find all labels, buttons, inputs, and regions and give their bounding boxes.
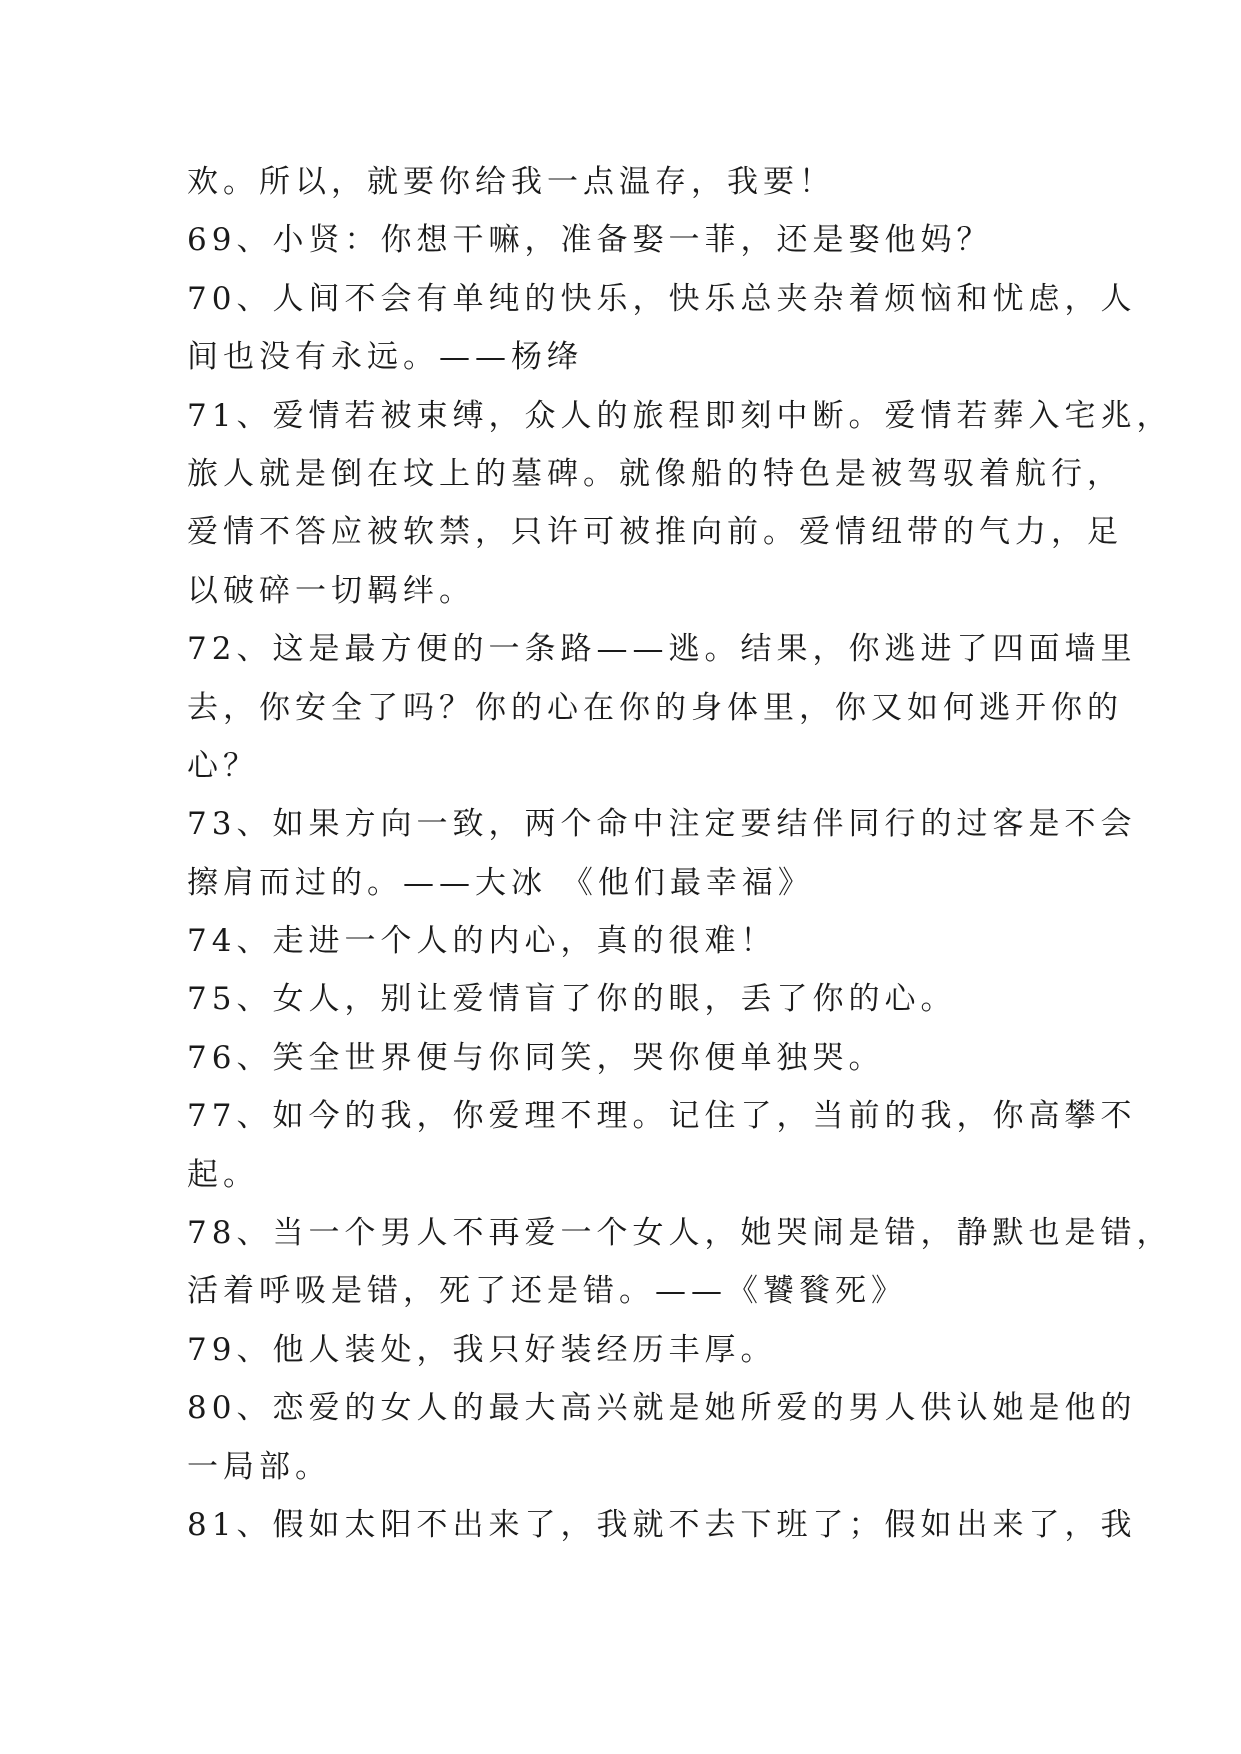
text-line: 旅人就是倒在坟上的墓碑。就像船的特色是被驾驭着航行，	[187, 455, 1123, 492]
text-line: 间也没有永远。——杨绛	[187, 339, 583, 376]
text-line: 70、人间不会有单纯的快乐，快乐总夹杂着烦恼和忧虑，人	[187, 280, 1137, 317]
text-line: 79、他人装处，我只好装经历丰厚。	[187, 1331, 777, 1368]
text-line: 活着呼吸是错，死了还是错。——《饕餮死》	[187, 1273, 907, 1310]
text-line: 以破碎一切羁绊。	[187, 572, 475, 609]
text-line: 81、假如太阳不出来了，我就不去下班了；假如出来了，我	[187, 1506, 1137, 1543]
text-line: 爱情不答应被软禁，只许可被推向前。爱情纽带的气力，足	[187, 514, 1123, 551]
text-line: 去，你安全了吗？你的心在你的身体里，你又如何逃开你的	[187, 689, 1123, 726]
text-line: 80、恋爱的女人的最大高兴就是她所爱的男人供认她是他的	[187, 1390, 1137, 1427]
text-line: 77、如今的我，你爱理不理。记住了，当前的我，你高攀不	[187, 1098, 1137, 1135]
text-line: 78、当一个男人不再爱一个女人，她哭闹是错，静默也是错，	[187, 1215, 1173, 1252]
text-line: 起。	[187, 1156, 259, 1193]
text-line: 75、女人，别让爱情盲了你的眼，丢了你的心。	[187, 981, 957, 1018]
text-line: 74、走进一个人的内心，真的很难！	[187, 923, 777, 960]
text-line: 一局部。	[187, 1448, 331, 1485]
text-line: 76、笑全世界便与你同笑，哭你便单独哭。	[187, 1039, 885, 1076]
text-line: 心？	[187, 747, 259, 784]
text-line: 71、爱情若被束缚，众人的旅程即刻中断。爱情若葬入宅兆，	[187, 397, 1173, 434]
body-text	[187, 153, 1173, 1554]
text-line: 欢。所以，就要你给我一点温存，我要！	[187, 164, 835, 200]
text-line: 擦肩而过的。——大冰 《他们最幸福》	[187, 864, 814, 901]
text-line: 72、这是最方便的一条路——逃。结果，你逃进了四面墙里	[187, 631, 1137, 668]
text-line: 69、小贤：你想干嘛，准备娶一菲，还是娶他妈？	[187, 222, 993, 259]
text-line: 73、如果方向一致，两个命中注定要结伴同行的过客是不会	[187, 806, 1137, 843]
